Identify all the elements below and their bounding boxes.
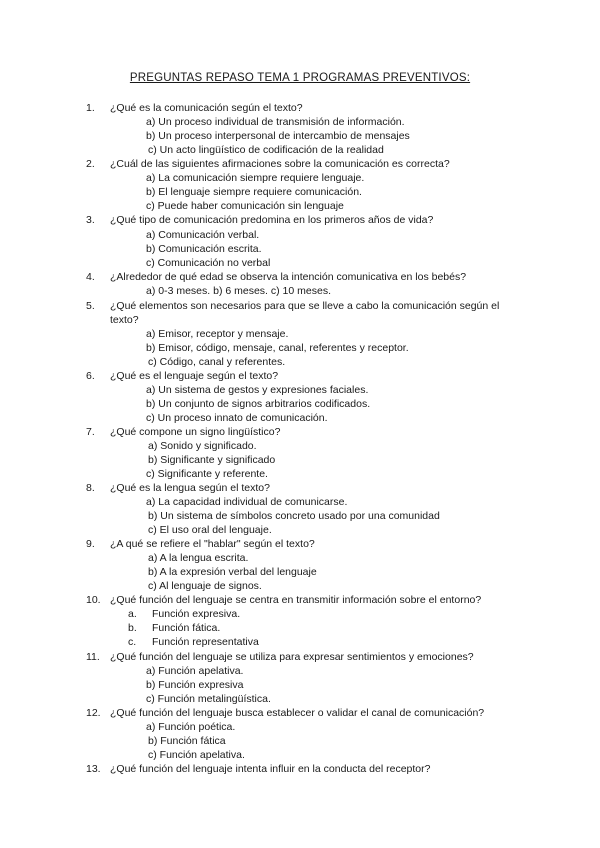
page-title <box>0 72 600 84</box>
question-text: ¿Qué función del lenguaje busca establecer o validar el canal de comunicación? <box>110 707 485 719</box>
question-number: 3. <box>86 214 95 226</box>
question-9 <box>86 537 516 551</box>
option: b) El lenguaje siempre requiere comunicación. <box>146 186 362 198</box>
question-number: 13. <box>86 763 101 775</box>
option: a) Un sistema de gestos y expresiones faciales. <box>146 384 369 396</box>
option: b) Un proceso interpersonal de intercambio de mensajes <box>146 130 410 142</box>
question-number: 1. <box>86 102 95 114</box>
option: b) Comunicación escrita. <box>146 243 262 255</box>
option: c) Puede haber comunicación sin lenguaje <box>146 200 344 212</box>
option-label: a. <box>128 608 137 620</box>
question-4 <box>86 270 516 284</box>
option: c) Comunicación no verbal <box>146 257 271 269</box>
option: a) La capacidad individual de comunicarse. <box>146 496 348 508</box>
option: a) Comunicación verbal. <box>146 229 260 241</box>
question-7 <box>86 425 516 439</box>
question-13 <box>86 762 516 776</box>
option: a) La comunicación siempre requiere lenguaje. <box>146 172 365 184</box>
question-12 <box>86 706 516 720</box>
question-text: ¿Alrededor de qué edad se observa la intención comunicativa en los bebés? <box>110 271 467 283</box>
option: a) Sonido y significado. <box>148 440 257 452</box>
question-text: ¿Qué tipo de comunicación predomina en los primeros años de vida? <box>110 214 434 226</box>
question-number: 12. <box>86 707 101 719</box>
question-text: ¿Qué es la lengua según el texto? <box>110 482 270 494</box>
question-number: 9. <box>86 538 95 550</box>
question-6 <box>86 369 516 383</box>
question-text: ¿Cuál de las siguientes afirmaciones sobre la comunicación es correcta? <box>110 158 450 170</box>
option: a) A la lengua escrita. <box>148 552 249 564</box>
question-text: ¿Qué elementos son necesarios para que se lleve a cabo la comunicación según el <box>110 300 500 312</box>
question-1 <box>86 101 516 115</box>
option: a) Función poética. <box>146 721 236 733</box>
option: b) A la expresión verbal del lenguaje <box>148 566 317 578</box>
option: a) Un proceso individual de transmisión de información. <box>146 116 405 128</box>
question-number: 2. <box>86 158 95 170</box>
question-11 <box>86 650 516 664</box>
option: b) Significante y significado <box>148 454 276 466</box>
question-number: 6. <box>86 370 95 382</box>
question-text: ¿Qué función del lenguaje intenta influir en la conducta del receptor? <box>110 763 431 775</box>
question-text: ¿Qué función del lenguaje se centra en transmitir información sobre el entorno? <box>110 594 482 606</box>
option: c) Un acto lingüístico de codificación de la realidad <box>148 144 384 156</box>
option: b) Función fática <box>148 735 226 747</box>
option: c) Función apelativa. <box>148 749 245 761</box>
option: b) Un sistema de símbolos concreto usado por una comunidad <box>148 510 440 522</box>
option: a) Función apelativa. <box>146 665 244 677</box>
page-title-text: PREGUNTAS REPASO TEMA 1 PROGRAMAS PREVENTIVOS: <box>129 72 471 84</box>
option-text: Función expresiva. <box>152 608 241 620</box>
question-5 <box>86 299 516 313</box>
option: c) Función metalingüística. <box>146 693 271 705</box>
option: b) Emisor, código, mensaje, canal, referentes y receptor. <box>146 342 409 354</box>
question-number: 4. <box>86 271 95 283</box>
question-10 <box>86 593 516 607</box>
option: b) Un conjunto de signos arbitrarios codificados. <box>146 398 371 410</box>
option-text: Función representativa <box>152 636 259 648</box>
option: c) Código, canal y referentes. <box>148 356 286 368</box>
question-number: 7. <box>86 426 95 438</box>
option: b) Función expresiva <box>146 679 244 691</box>
option: c) Un proceso innato de comunicación. <box>146 412 328 424</box>
question-text: ¿Qué función del lenguaje se utiliza para expresar sentimientos y emociones? <box>110 651 474 663</box>
question-text: ¿Qué es la comunicación según el texto? <box>110 102 303 114</box>
question-8 <box>86 481 516 495</box>
question-text: ¿Qué compone un signo lingüístico? <box>110 426 281 438</box>
option: c) Al lenguaje de signos. <box>148 580 262 592</box>
option: c) Significante y referente. <box>146 468 268 480</box>
option-label: b. <box>128 622 137 634</box>
question-2 <box>86 157 516 171</box>
question-text: ¿A qué se refiere el "hablar" según el texto? <box>110 538 315 550</box>
option: a) Emisor, receptor y mensaje. <box>146 328 289 340</box>
question-text: ¿Qué es el lenguaje según el texto? <box>110 370 279 382</box>
question-text-continued: texto? <box>110 314 139 326</box>
question-number: 10. <box>86 594 101 606</box>
option: c) El uso oral del lenguaje. <box>148 524 272 536</box>
option: a) 0-3 meses. b) 6 meses. c) 10 meses. <box>146 285 331 297</box>
question-number: 11. <box>86 651 100 663</box>
question-number: 8. <box>86 482 95 494</box>
question-3 <box>86 213 516 227</box>
question-number: 5. <box>86 300 95 312</box>
option-text: Función fática. <box>152 622 221 634</box>
option-label: c. <box>128 636 137 648</box>
